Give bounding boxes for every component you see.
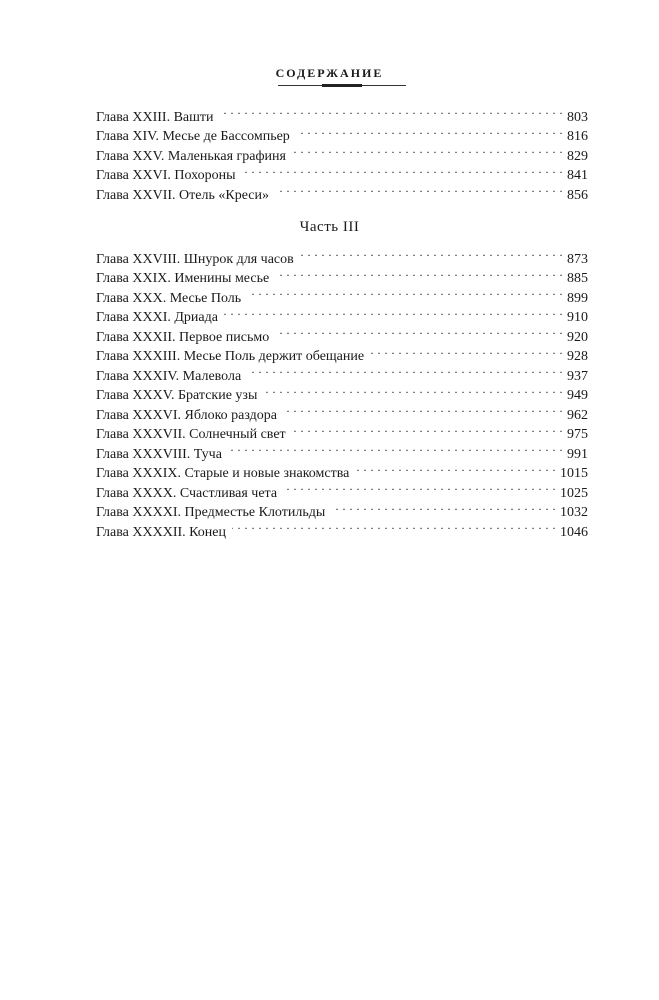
dot-leader [292,140,563,160]
dot-leader [275,321,563,341]
toc-section-part2-end [96,101,588,203]
toc-entry-title: Глава XXXIV. Малевола [96,368,242,384]
toc-entry-page: 899 [567,290,588,306]
toc-entry-title: Глава XXXIII. Месье Поль держит обещание [96,349,365,364]
dot-leader [228,438,563,458]
dot-leader [355,458,556,478]
toc-entry-page: 885 [567,271,588,286]
dot-leader [232,516,556,536]
dot-leader [220,101,563,121]
toc-entry-title: Глава XXVII. Отель «Креси» [96,187,269,203]
dot-leader [263,380,563,400]
toc-entry [96,243,588,267]
dot-leader [242,160,563,180]
toc-entry-page: 920 [567,329,588,345]
toc-entry-page: 1015 [560,466,588,481]
dot-leader [283,477,556,497]
dot-leader [275,179,563,199]
toc-section-part3 [96,243,588,540]
running-head: СОДЕРЖАНИЕ [275,66,384,80]
dot-leader [275,263,563,283]
toc-entry-page: 1025 [560,485,588,501]
toc-entry-title: Глава XXXI. Дриада [96,310,218,325]
dot-leader [247,282,563,302]
toc-entry-title: Глава XXXV. Братские узы [96,388,258,403]
toc-entry-title: Глава XXXVI. Яблоко раздора [96,407,278,423]
toc-entry-page: 829 [567,148,588,164]
toc-entry-title: Глава XXIII. Вашти [96,109,214,125]
toc-entry-page: 856 [567,187,588,203]
toc-entry-page: 1032 [560,505,588,520]
dot-leader [370,341,563,361]
toc-entry-title: Глава XXXVIII. Туча [96,446,222,462]
toc-entry-title: Глава XXXVII. Солнечный свет [96,427,286,442]
toc-entry-page: 1046 [560,524,588,540]
toc-entry-page: 962 [567,407,588,423]
toc-entry-page: 937 [567,368,588,384]
toc-entry-title: Глава XXVI. Похороны [96,168,236,183]
toc-entry-title: Глава XXX. Месье Поль [96,290,242,306]
toc-entry-page: 873 [567,251,588,267]
toc-entry-title: Глава XXIX. Именины месье [96,271,270,286]
toc-entry-page: 975 [567,427,588,442]
toc-entry-title: Глава XIV. Месье де Бассомпьер [96,129,290,144]
toc-entry-page: 816 [567,129,588,144]
toc-entry-title: Глава XXVIII. Шнурок для часов [96,251,294,267]
toc-entry-title: Глава XXV. Маленькая графиня [96,148,286,164]
toc-entry-page: 841 [567,168,588,183]
dot-leader [224,302,563,322]
toc-entry-title: Глава XXXIX. Старые и новые знакомства [96,466,350,481]
dot-leader [331,497,556,517]
toc-entry-page: 803 [567,109,588,125]
toc-entry-page: 910 [567,310,588,325]
dot-leader [292,419,563,439]
dot-leader [300,243,563,263]
toc-entry-page: 928 [567,349,588,364]
toc-entry-page: 949 [567,388,588,403]
dot-leader [283,399,563,419]
dot-leader [247,360,563,380]
toc-entry-title: Глава XXXX. Счастливая чета [96,485,278,501]
toc-entry-page: 991 [567,446,588,462]
toc-entry-title: Глава XXXII. Первое письмо [96,329,270,345]
part-heading: Часть III [299,219,360,235]
toc-entry-title: Глава XXXXII. Конец [96,524,226,540]
toc-entry-title: Глава XXXXI. Предместье Клотильды [96,505,326,520]
ornamental-rule [278,85,406,86]
toc-entry [96,101,588,125]
dot-leader [296,121,563,141]
